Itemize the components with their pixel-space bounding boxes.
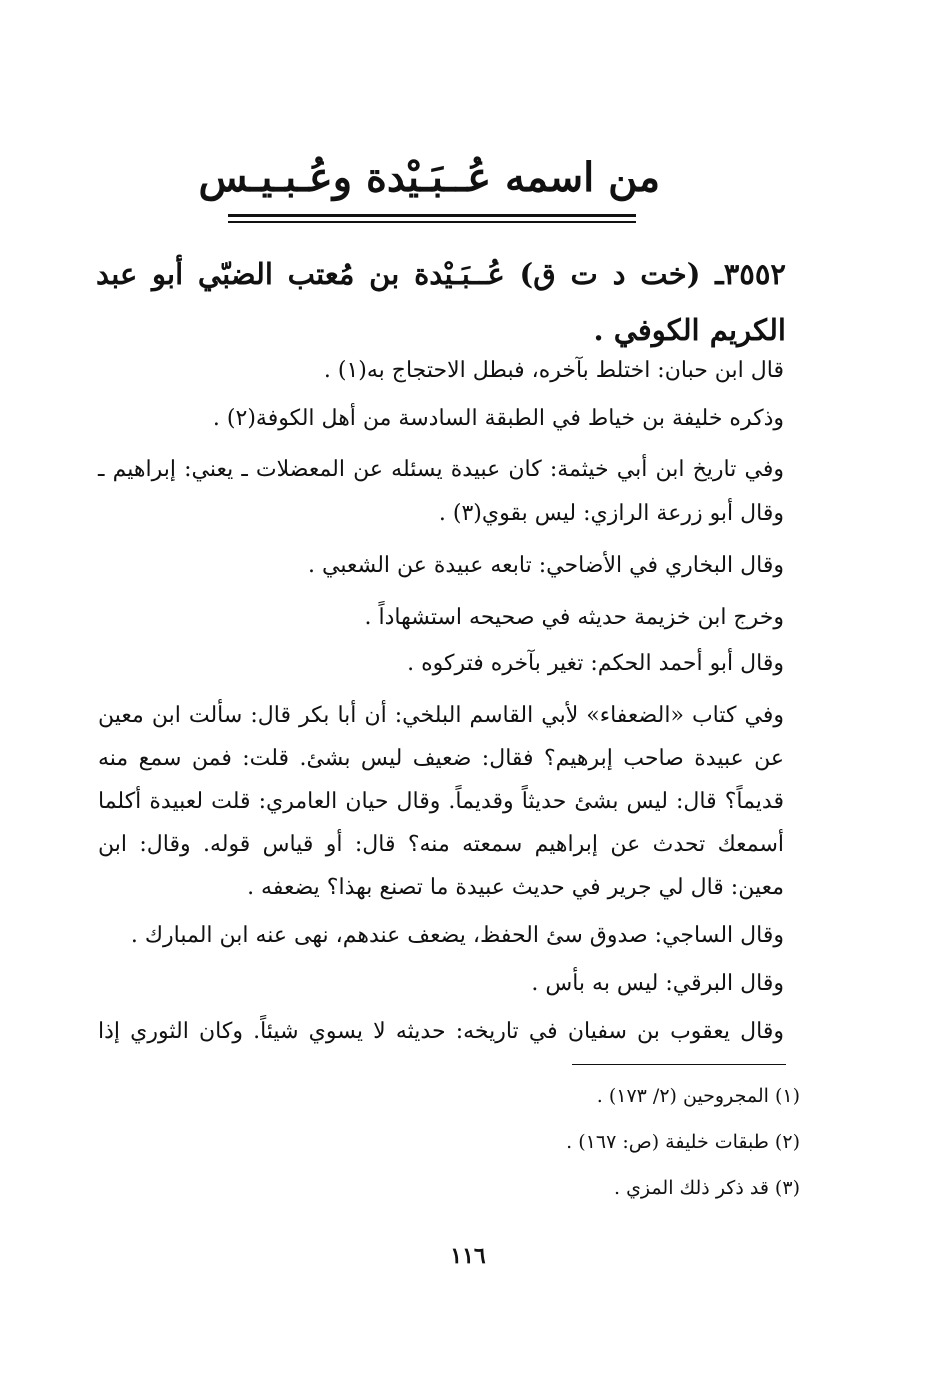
body-line: معين: قال لي جرير في حديث عبيدة ما تصنع بهذا؟ يضعفه . [247,875,784,900]
footnote-divider [572,1064,786,1065]
body-line: وقال الساجي: صدوق سئ الحفظ، يضعف عندهم، نهى عنه ابن المبارك . [130,923,784,948]
body-line: عن عبيدة صاحب إبرهيم؟ فقال: ضعيف ليس بشئ. قلت: فمن سمع منه [98,746,784,771]
footnote: (٣) قد ذكر ذلك المزي . [613,1177,800,1199]
body-line: وقال أبو أحمد الحكم: تغير بآخره فتركوه . [407,651,784,676]
body-line: قال ابن حبان: اختلط بآخره، فبطل الاحتجاج به(١) . [323,358,784,383]
body-line: وقال البرقي: ليس به بأس . [531,971,784,996]
title-underline [228,214,636,217]
page-number: ١١٦ [450,1243,486,1269]
title-underline-secondary [228,221,636,223]
body-line: وفي كتاب «الضعفاء» لأبي القاسم البلخي: أن أبا بكر قال: سألت ابن معين [98,703,784,728]
body-line: قديماً؟ قال: ليس بشئ حديثاً وقديماً. وقال حيان العامري: قلت لعبيدة أكلما [98,789,784,814]
footnote: (١) المجروحين (٢/ ١٧٣) . [596,1085,800,1107]
body-line: وقال البخاري في الأضاحي: تابعه عبيدة عن الشعبي . [308,553,784,578]
body-line: وقال أبو زرعة الرازي: ليس بقوي(٣) . [438,501,784,526]
body-line: وذكره خليفة بن خياط في الطبقة السادسة من أهل الكوفة(٢) . [212,406,784,431]
body-line: وخرج ابن خزيمة حديثه في صحيحه استشهاداً . [364,605,784,630]
entry-heading: ٣٥٥٢ـ (خت د ت ق) عُــبَـيْدة بن مُعتب الضبّي أبو عبد الكريم الكوفي . [96,257,786,347]
body-line: وفي تاريخ ابن أبي خيثمة: كان عبيدة يسئله عن المعضلات ـ يعني: إبراهيم ـ [98,457,784,482]
footnote: (٢) طبقات خليفة (ص: ١٦٧) . [566,1131,800,1153]
body-line: أسمعك تحدث عن إبراهيم سمعته منه؟ قال: أو قياس قوله. وقال: ابن [98,832,784,857]
body-line: وقال يعقوب بن سفيان في تاريخه: حديثه لا يسوي شيئاً. وكان الثوري إذا [98,1019,784,1044]
chapter-title: من اسمه عُــبَـيْدة وعُـبـيـس [198,154,660,201]
